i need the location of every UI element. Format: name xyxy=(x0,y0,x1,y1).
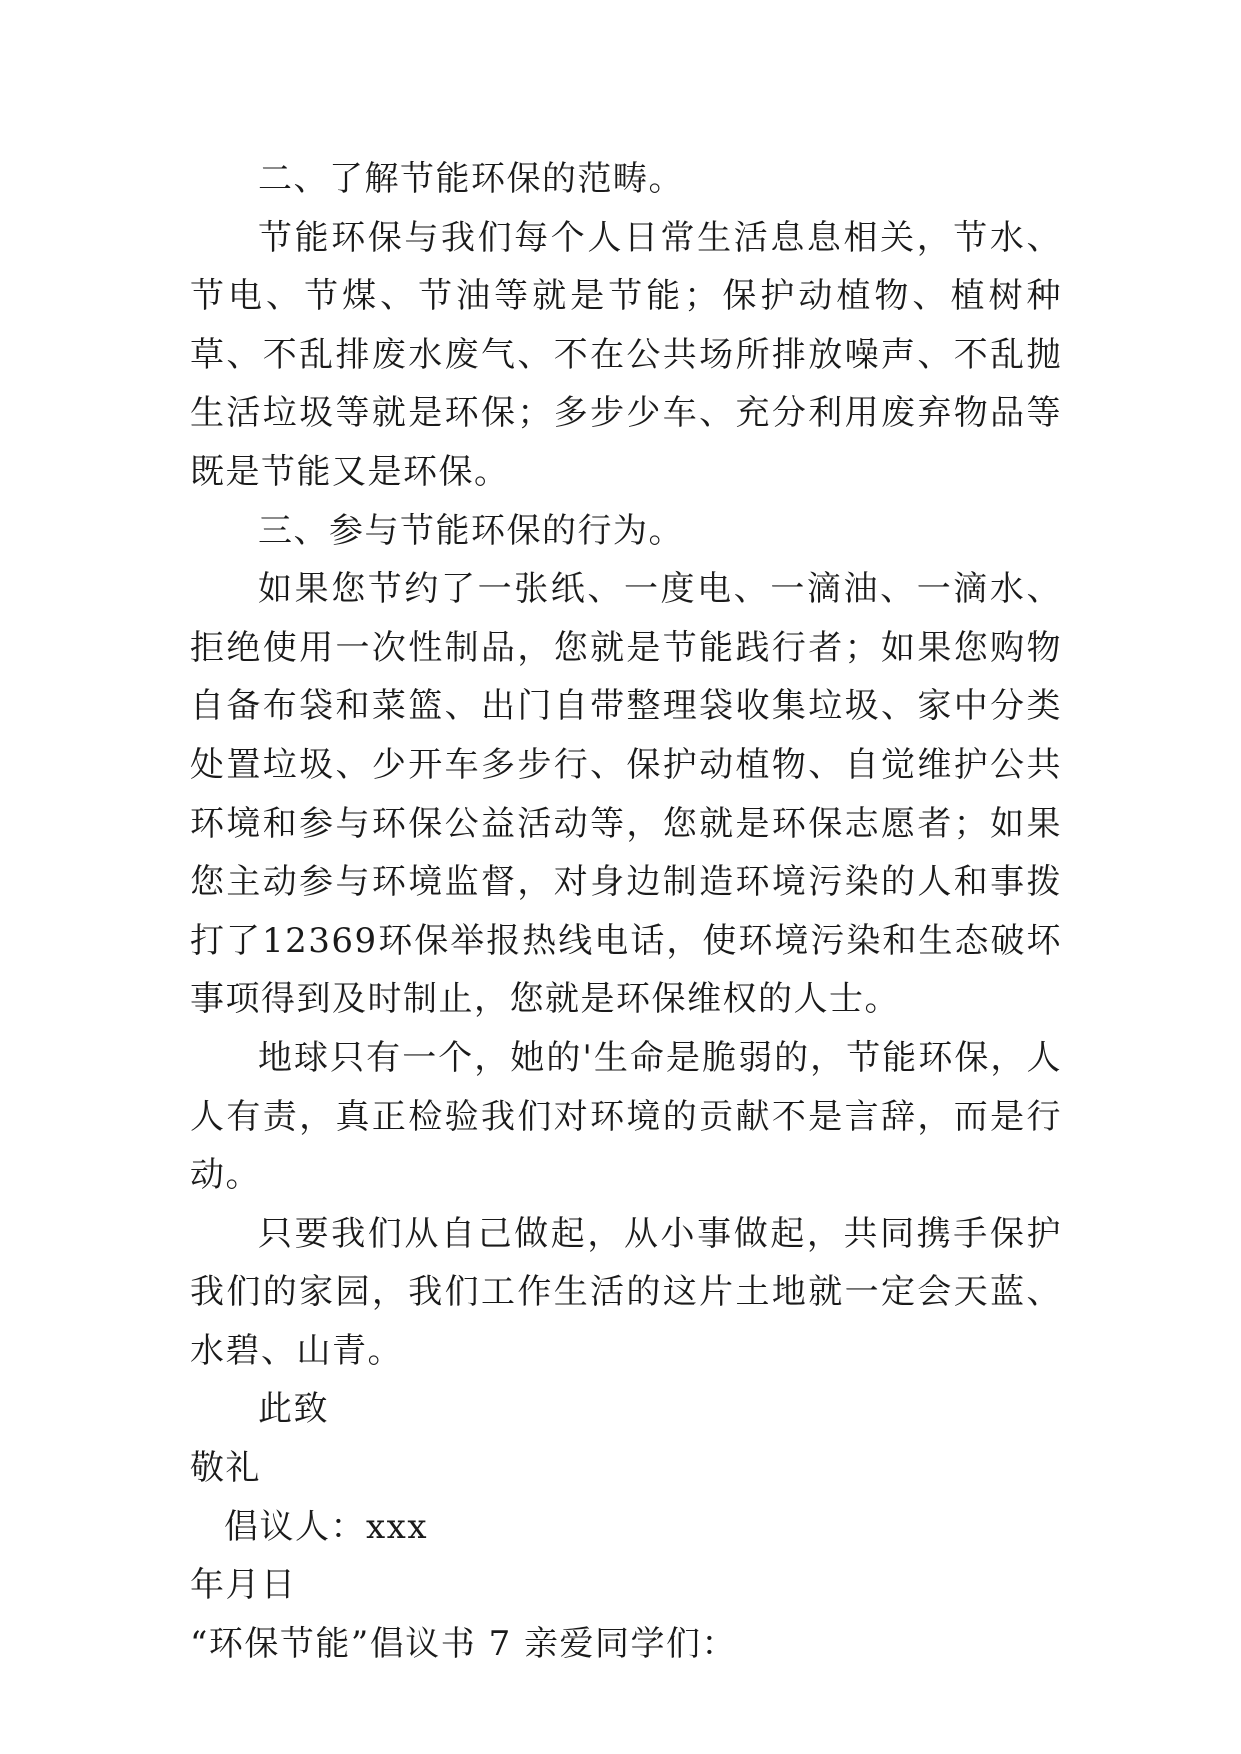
signer-line: 倡议人：xxx xyxy=(224,1506,429,1547)
salutation-line-1: 此致 xyxy=(258,1389,329,1430)
paragraph-scope: 节能环保与我们每个人日常生活息息相关，节水、节电、节煤、节油等就是节能；保护动植物、植树种草、不乱排废水废气、不在公共场所排放噪声、不乱抛生活垃圾等就是环保；多步少车、充分利用废弃物品等既是节能又是环保。 xyxy=(190,217,1062,492)
document-body xyxy=(190,150,1062,1673)
next-document-title: “环保节能”倡议书 7 亲爱同学们： xyxy=(190,1623,738,1664)
date-line: 年月日 xyxy=(190,1565,297,1606)
section-heading-3: 三、参与节能环保的行为。 xyxy=(258,510,684,551)
paragraph-earth: 地球只有一个，她的'生命是脆弱的，节能环保，人人有责，真正检验我们对环境的贡献不是言辞，而是行动。 xyxy=(190,1037,1062,1196)
paragraph-closing: 只要我们从自己做起，从小事做起，共同携手保护我们的家园，我们工作生活的这片土地就一定会天蓝、水碧、山青。 xyxy=(190,1213,1062,1371)
paragraph-actions: 如果您节约了一张纸、一度电、一滴油、一滴水、拒绝使用一次性制品，您就是节能践行者；如果您购物自备布袋和菜篮、出门自带整理袋收集垃圾、家中分类处置垃圾、少开车多步行、保护动植物、自觉维护公共环境和参与环保公益活动等，您就是环保志愿者；如果您主动参与环境监督，对身边制造环境污染的人和事拨打了12369环保举报热线电话，使环境污染和生态破坏事项得到及时制止，您就是环保维权的人士。 xyxy=(190,569,1062,1020)
section-heading-2: 二、了解节能环保的范畴。 xyxy=(258,159,684,199)
salutation-line-2: 敬礼 xyxy=(190,1448,261,1489)
